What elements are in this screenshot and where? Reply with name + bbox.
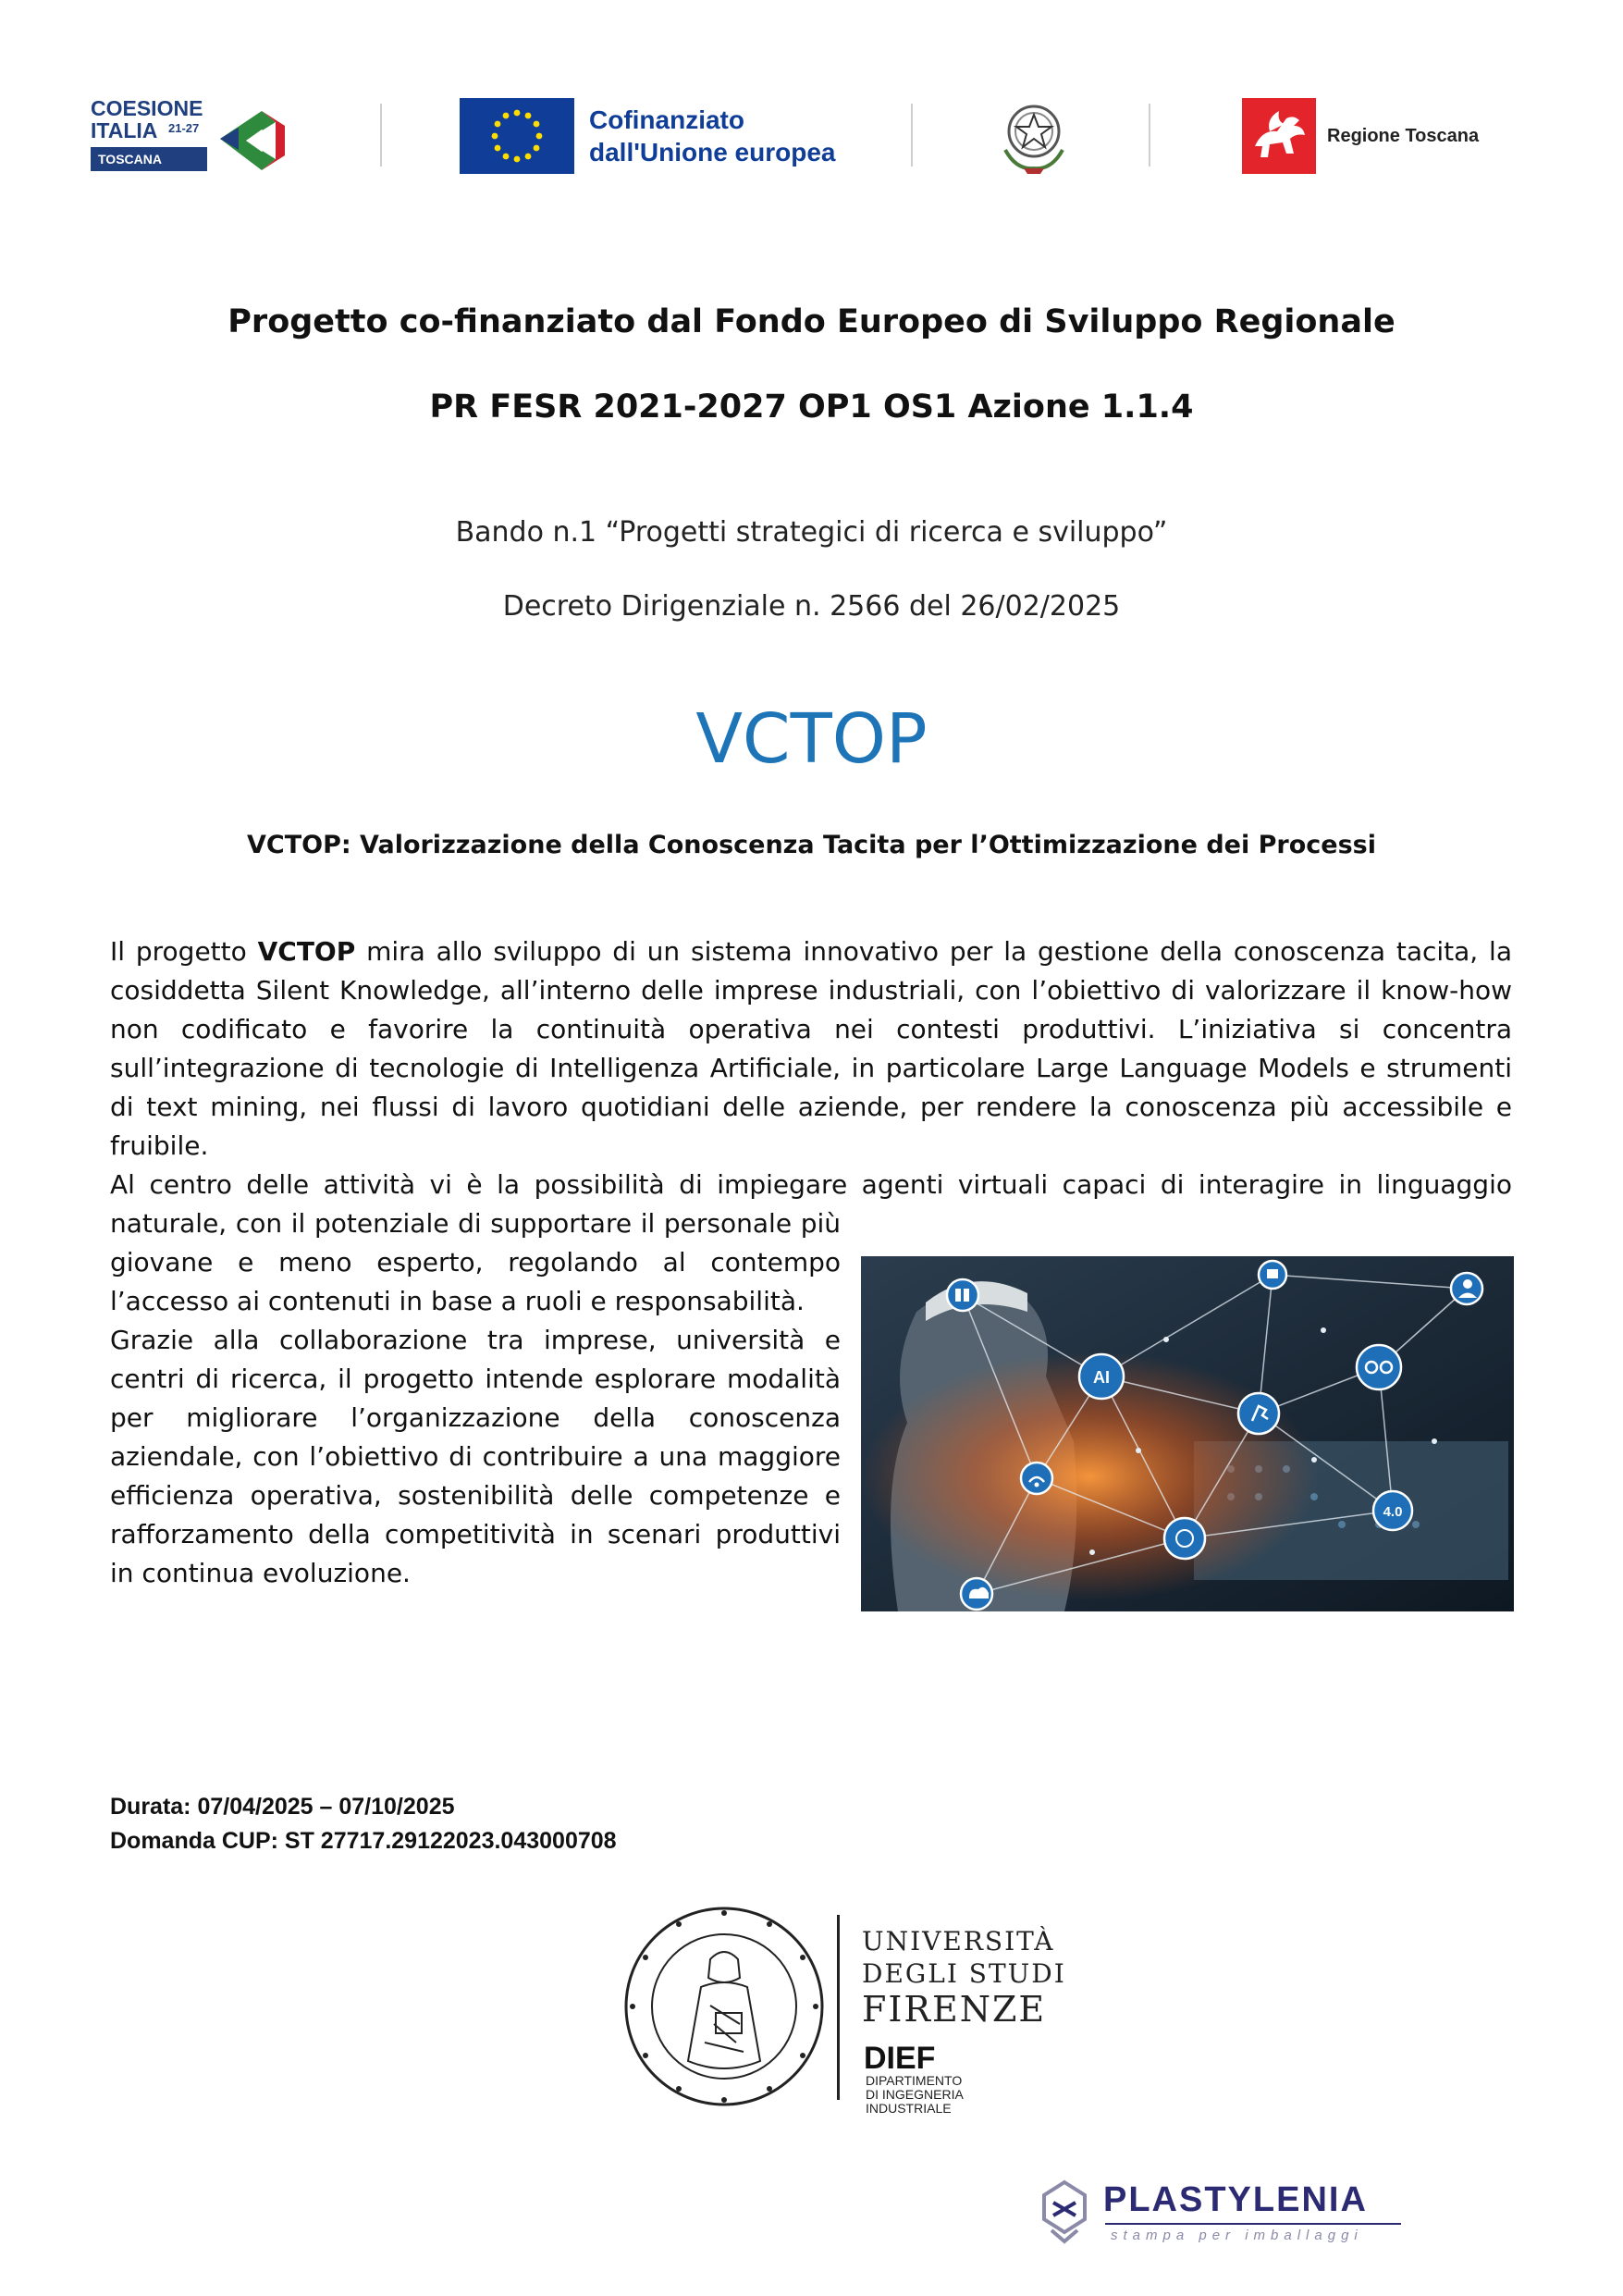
paragraph-3 — [110, 1321, 841, 1593]
coesione-years: 21-27 — [168, 121, 200, 135]
header-line2: PR FESR 2021-2027 OP1 OS1 Azione 1.1.4 — [429, 389, 1194, 426]
page-subtitle: VCTOP: Valorizzazione della Conoscenza Tacita per l’Ottimizzazione dei Processi — [246, 831, 1376, 859]
italy-emblem-icon — [998, 96, 1070, 176]
ai-node-label: AI — [1093, 1368, 1110, 1387]
decreto-line: Decreto Dirigenziale n. 2566 del 26/02/2025 — [502, 590, 1121, 623]
gears-node-icon — [1357, 1345, 1401, 1389]
regione-flag — [1242, 98, 1316, 174]
logo-plastylenia — [1039, 2179, 1408, 2253]
p2-full: Al centro delle attività vi è la possibilità di impiegare agenti virtuali capaci di interagire in linguaggio — [110, 1169, 1512, 1200]
coesione-line2: ITALIA — [91, 118, 158, 142]
p2-wrap: naturale, con il potenziale di supportare il personale più giovane e meno esperto, regolando al contempo l’accesso ai contenuti in base a ruoli e responsabilità. — [110, 1208, 841, 1316]
industry-node-label: 4.0 — [1383, 1504, 1403, 1520]
unifi-line2: DEGLI STUDI — [862, 1958, 1066, 1989]
coesione-arrow-icon — [211, 102, 294, 176]
dief-line2: DI INGEGNERIA — [866, 2087, 964, 2102]
user-node-icon — [1451, 1273, 1482, 1304]
cup-line: Domanda CUP: ST 27717.29122023.043000708 — [110, 1828, 617, 1854]
eu-line2: dall'Unione europea — [589, 138, 836, 167]
logo-separator — [911, 104, 913, 167]
regione-label: Regione Toscana — [1327, 126, 1480, 146]
eu-flag — [460, 98, 574, 174]
bando-line: Bando n.1 “Progetti strategici di ricerca e sviluppo” — [455, 516, 1168, 549]
logo-eu — [460, 98, 848, 176]
logo-coesione-italia — [91, 96, 294, 176]
paragraph-1 — [110, 932, 1512, 1166]
robot-arm-node-icon — [1238, 1393, 1279, 1434]
pegasus-icon — [1242, 98, 1316, 174]
p1-prefix: Il progetto — [110, 936, 258, 967]
unifi-line3: FIRENZE — [862, 1989, 1047, 2030]
durata-line: Durata: 07/04/2025 – 07/10/2025 — [110, 1794, 455, 1820]
dief-label: DIEF — [864, 2041, 936, 2076]
globe-node-icon — [1164, 1518, 1205, 1559]
plastylenia-symbol-icon — [1039, 2179, 1090, 2245]
page-title: VCTOP — [695, 699, 928, 779]
logo-separator — [1149, 104, 1150, 167]
unifi-seal-icon — [621, 1904, 827, 2109]
coesione-line1: COESIONE — [91, 96, 203, 120]
emblem-italy — [998, 96, 1070, 179]
ai-network-illustration — [861, 1256, 1514, 1611]
unifi-divider — [837, 1915, 840, 2100]
logo-unifi-seal — [621, 1904, 827, 2113]
unifi-line1: UNIVERSITÀ — [862, 1926, 1055, 1957]
plastylenia-tagline: stampa per imballaggi — [1111, 2228, 1363, 2243]
p1-bold: VCTOP — [257, 936, 356, 967]
ai-network-graphic — [861, 1256, 1514, 1611]
p3: Grazie alla collaborazione tra imprese, università e centri di ricerca, il progetto intende esplorare modalità per migliorare l’organizzazione della conoscenza aziendale, con l’obiettivo di contribuire a una maggiore efficienza operativa, sostenibilità delle competenze e rafforzamento della competitività in scenari produttivi in continua evoluzione. — [110, 1325, 841, 1588]
eu-stars-icon — [460, 98, 574, 174]
coesione-band: TOSCANA — [91, 147, 207, 171]
plastylenia-underline — [1105, 2223, 1401, 2225]
plastylenia-name: PLASTYLENIA — [1103, 2180, 1368, 2219]
logo-separator — [380, 104, 382, 167]
header-line1: Progetto co-finanziato dal Fondo Europeo di Sviluppo Regionale — [227, 303, 1396, 340]
paragraph-2-wrap — [110, 1204, 841, 1321]
dief-line1: DIPARTIMENTO — [866, 2073, 963, 2088]
paragraph-2-first-line — [110, 1166, 1512, 1204]
eu-line1: Cofinanziato — [589, 105, 744, 134]
network-node-icon — [947, 1279, 978, 1311]
dief-line3: INDUSTRIALE — [866, 2101, 952, 2116]
logo-regione-toscana — [1242, 98, 1501, 176]
p1-rest: mira allo sviluppo di un sistema innovativo per la gestione della conoscenza tacita, la cosiddetta Silent Knowledge, all’interno delle imprese industriali, con l’obiettivo di valorizzare il know-how non codificato e favorire la continuità operativa nei contesti produttivi. L’iniziativa si concentra sull’integrazione di tecnologie di Intelligenza Artificiale, in particolare Large Language Models e strumenti di text mining, nei flussi di lavoro quotidiani delle aziende, per rendere la conoscenza più accessibile e fruibile. — [110, 936, 1512, 1161]
